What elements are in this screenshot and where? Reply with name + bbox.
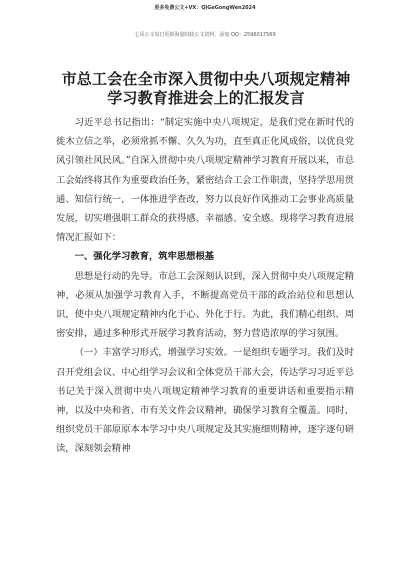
- section-paragraph-1: 思想是行动的先导。市总工会深刻认识到，深入贯彻中央八项规定精神，必须从加强学习教育入手，不断提高党员干部的政治站位和思想认识，使中央八项规定精神内化于心、外化于行。为此，我们精心组织、周密安排，通过多种形式开展学习教育活动，努力营造浓厚的学习氛围。: [56, 270, 354, 340]
- intro-paragraph: 习近平总书记指出：“制定实施中央八项规定，是我们党在新时代的徙木立信之举，必须常抓不懈、久久为功，直至真正化风成俗，以优良党风引领社风民风。”自深入贯彻中央八项规定精神学习教育开展以来，市总工会始终将其作为重要政治任务，紧密结合工会工作职责，坚持学思用贯通、知信行统一，一体推进学查改，努力以良好作风推动工会事业高质量发展，切实增强职工群众的获得感、幸福感、安全感。现将学习教育进展情况汇报如下：: [56, 117, 354, 244]
- header-notice: 七哥公文每日更新海量时政公文资料，添加 QQ：2596017569: [134, 32, 276, 38]
- document-body: [56, 113, 354, 459]
- page-title: 市总工会在全市深入贯彻中央八项规定精神学习教育推进会上的汇报发言: [61, 70, 351, 107]
- section-heading-1: 一、强化学习教育，筑牢思想根基: [74, 251, 215, 263]
- subsection-paragraph-1: （一）丰富学习形式，增强学习实效。一是组织专题学习。我们及时召开党组会议、中心组学习会议和全体党员干部大会，传达学习习近平总书记关于深入贯彻中央八项规定精神学习教育的重要讲话和重要指示精神，以及中央和省、市有关文件会议精神，确保学习教育全覆盖。同时，组织党员干部原原本本学习中央八项规定及其实施细则精神，逐字逐句研读，深刻领会精神: [56, 347, 354, 455]
- header-watermark: 更多免费公文+VX：QiGeGongWen2024: [154, 5, 256, 11]
